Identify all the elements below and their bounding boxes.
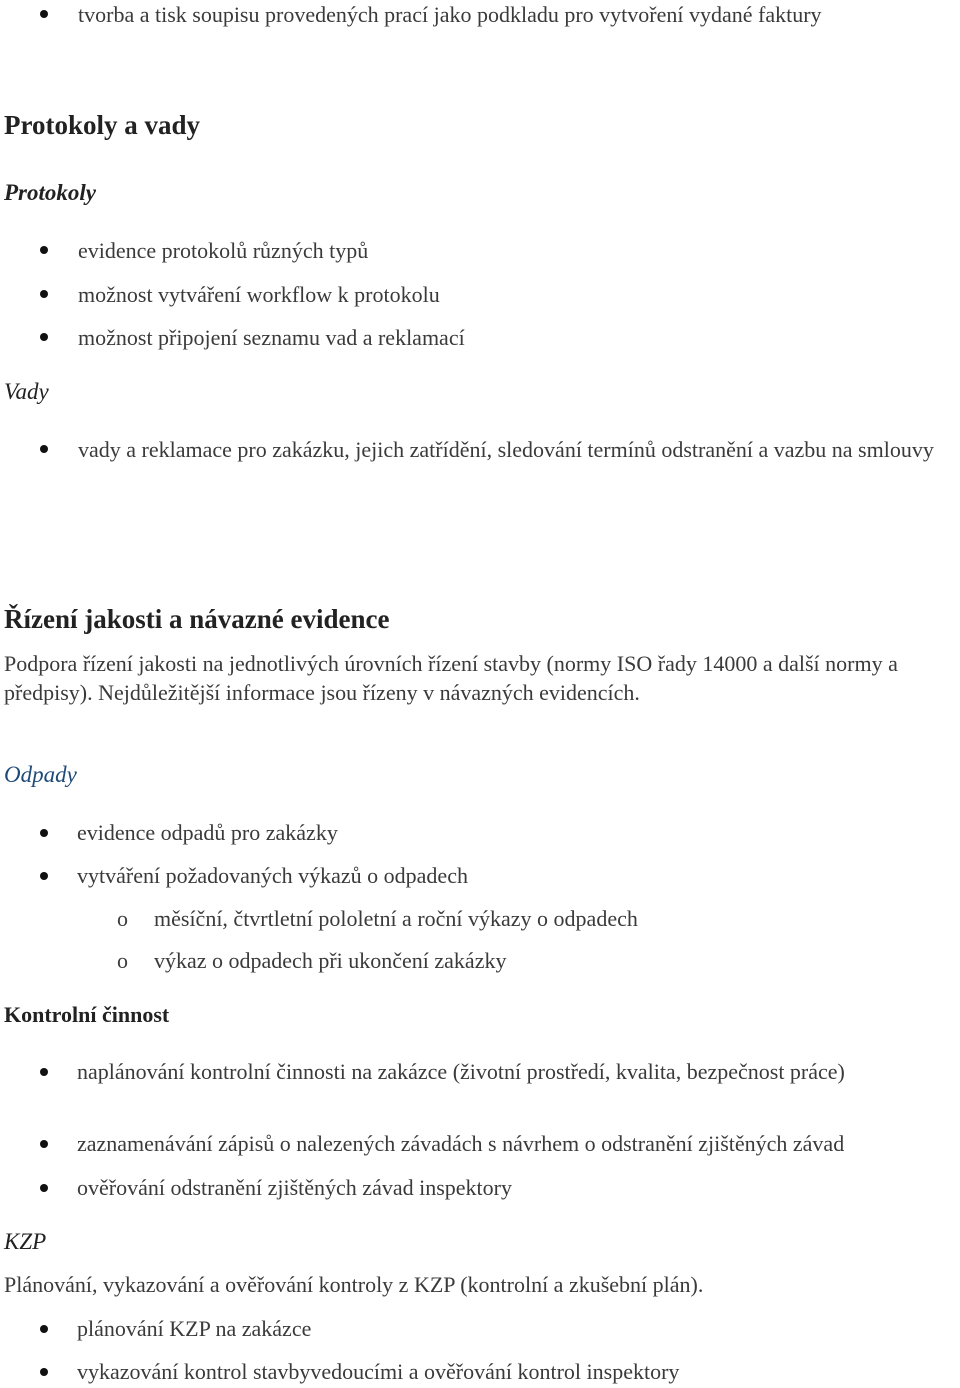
bullet-marker [40, 445, 48, 453]
bullet-marker [40, 1184, 48, 1192]
list-item: naplánování kontrolní činnosti na zakázce (životní prostředí, kvalita, bezpečnost práce) [77, 1059, 845, 1084]
sub-list-item: výkaz o odpadech při ukončení zakázky [154, 948, 507, 973]
section-heading-rizeni-jakosti: Řízení jakosti a návazné evidence [4, 604, 390, 634]
list-item: plánování KZP na zakázce [77, 1316, 312, 1341]
subheading-kontrolni-cinnost: Kontrolní činnost [4, 1002, 170, 1027]
sub-list-item: měsíční, čtvrtletní pololetní a roční výkazy o odpadech [154, 906, 638, 931]
list-item: možnost připojení seznamu vad a reklamací [78, 325, 465, 350]
section-heading-protokoly-a-vady: Protokoly a vady [4, 110, 201, 140]
bullet-marker [40, 333, 48, 341]
bullet-marker [40, 290, 48, 298]
list-item: evidence odpadů pro zakázky [77, 820, 338, 845]
list-item: zaznamenávání zápisů o nalezených závadách s návrhem o odstranění zjištěných závad [77, 1131, 845, 1156]
list-item: vytváření požadovaných výkazů o odpadech [77, 863, 468, 888]
list-item: vady a reklamace pro zakázku, jejich zatřídění, sledování termínů odstranění a vazbu na smlouvy [78, 437, 934, 462]
subheading-vady: Vady [4, 379, 49, 404]
subheading-protokoly: Protokoly [4, 180, 96, 205]
kzp-paragraph: Plánování, vykazování a ověřování kontroly z KZP (kontrolní a zkušební plán). [4, 1272, 704, 1297]
sub-bullet-marker: o [117, 906, 128, 931]
list-item: evidence protokolů různých typů [78, 238, 369, 263]
bullet-marker [40, 10, 48, 18]
sub-bullet-marker: o [117, 948, 128, 973]
bullet-marker [40, 246, 48, 254]
list-item: ověřování odstranění zjištěných závad inspektory [77, 1175, 512, 1200]
bullet-marker [40, 1368, 48, 1376]
bullet-marker [40, 872, 48, 880]
bullet-marker [40, 829, 48, 837]
list-item: možnost vytváření workflow k protokolu [78, 282, 440, 307]
bullet-marker [40, 1325, 48, 1333]
subheading-kzp: KZP [4, 1229, 47, 1254]
bullet-marker [40, 1140, 48, 1148]
list-item: vykazování kontrol stavbyvedoucími a ověřování kontrol inspektory [77, 1359, 680, 1384]
rizeni-paragraph: Podpora řízení jakosti na jednotlivých úrovních řízení stavby (normy ISO řady 14000 a další normy a předpisy). Nejdůležitější informace jsou řízeny v návazných evidencích. [4, 651, 898, 705]
list-item: tvorba a tisk soupisu provedených prací jako podkladu pro vytvoření vydané faktury [78, 2, 822, 27]
bullet-marker [40, 1068, 48, 1076]
subheading-odpady: Odpady [4, 762, 77, 787]
